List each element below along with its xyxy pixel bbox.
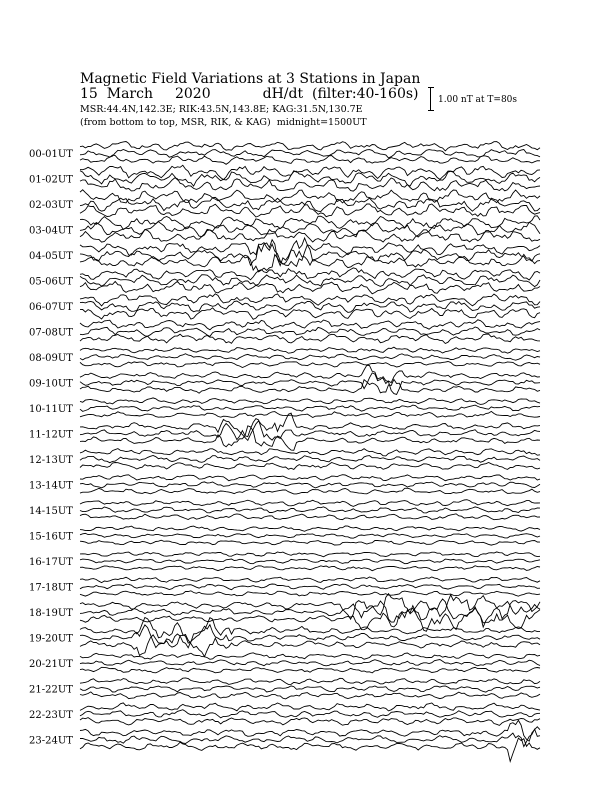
trace-rik-06-07ut	[80, 301, 540, 312]
hour-label: 15-16UT	[29, 531, 73, 543]
trace-kag-05-06ut	[80, 268, 540, 280]
trace-msr-13-14ut	[80, 488, 540, 494]
hour-label: 09-10UT	[29, 378, 73, 390]
trace-msr-00-01ut	[80, 155, 540, 164]
trace-rik-09-10ut	[80, 373, 540, 395]
trace-rik-20-21ut	[80, 660, 540, 666]
date-year: 2020	[174, 86, 211, 102]
trace-kag-14-15ut	[80, 500, 540, 507]
trace-msr-21-22ut	[80, 692, 540, 699]
hour-label: 12-13UT	[29, 455, 73, 466]
order-text: (from bottom to top, MSR, RIK, & KAG)	[80, 117, 271, 128]
trace-rik-00-01ut	[80, 150, 540, 158]
trace-rik-08-09ut	[80, 354, 540, 361]
trace-kag-10-11ut	[80, 398, 540, 405]
trace-kag-09-10ut	[80, 365, 540, 383]
hour-label: 14-15UT	[29, 506, 73, 517]
date-month: March	[106, 86, 153, 102]
hour-label: 20-21UT	[29, 659, 73, 670]
trace-rik-02-03ut	[80, 197, 540, 211]
trace-kag-08-09ut	[80, 347, 540, 353]
trace-rik-05-06ut	[80, 275, 540, 287]
trace-rik-19-20ut	[80, 625, 540, 648]
hour-label: 10-11UT	[29, 404, 73, 415]
hour-label: 16-17UT	[29, 557, 73, 568]
trace-rik-14-15ut	[80, 507, 540, 513]
stations-line: MSR:44.4N,142.3E; RIK:43.5N,143.8E; KAG:31.5N,130.7E	[80, 104, 363, 115]
trace-kag-20-21ut	[80, 653, 540, 660]
trace-rik-12-13ut	[80, 456, 540, 463]
trace-kag-02-03ut	[80, 190, 540, 203]
hour-label: 21-22UT	[29, 684, 73, 696]
hour-label: 22-23UT	[29, 710, 73, 721]
trace-kag-21-22ut	[80, 678, 540, 685]
filter-label: (filter:40-160s)	[312, 86, 419, 102]
trace-kag-12-13ut	[80, 449, 540, 456]
trace-msr-17-18ut	[80, 591, 540, 596]
trace-rik-10-11ut	[80, 405, 540, 411]
hour-label: 23-24UT	[29, 735, 73, 747]
hour-label: 11-12UT	[29, 429, 73, 441]
trace-kag-03-04ut	[80, 216, 540, 230]
trace-msr-14-15ut	[80, 514, 540, 520]
trace-rik-07-08ut	[80, 327, 540, 336]
trace-msr-01-02ut	[80, 178, 540, 191]
quantity-label: dH/dt	[262, 86, 304, 102]
hour-label: 01-02UT	[29, 174, 73, 186]
trace-msr-15-16ut	[80, 540, 540, 545]
hour-label: 07-08UT	[29, 327, 73, 339]
trace-kag-16-17ut	[80, 552, 540, 557]
midnight-text: midnight=1500UT	[276, 117, 367, 128]
trace-kag-22-23ut	[80, 703, 540, 711]
trace-msr-10-11ut	[80, 411, 540, 417]
trace-msr-16-17ut	[80, 566, 540, 571]
trace-kag-06-07ut	[80, 294, 540, 306]
trace-msr-18-19ut	[80, 607, 540, 631]
trace-rik-17-18ut	[80, 584, 540, 590]
trace-msr-23-24ut	[80, 738, 540, 761]
hour-label: 04-05UT	[29, 251, 73, 262]
hour-label: 19-20UT	[29, 633, 73, 645]
trace-kag-11-12ut	[80, 413, 540, 440]
trace-msr-22-23ut	[80, 718, 540, 726]
hour-label: 05-06UT	[29, 276, 73, 288]
trace-msr-12-13ut	[80, 463, 540, 470]
hour-label: 03-04UT	[29, 225, 73, 237]
trace-kag-00-01ut	[80, 142, 540, 151]
trace-msr-08-09ut	[80, 362, 540, 368]
hour-label: 13-14UT	[29, 480, 73, 492]
trace-kag-15-16ut	[80, 526, 540, 531]
trace-rik-16-17ut	[80, 559, 540, 564]
chart-title: Magnetic Field Variations at 3 Stations in Japan	[80, 71, 421, 87]
trace-kag-18-19ut	[80, 594, 540, 620]
trace-rik-04-05ut	[80, 240, 540, 266]
trace-msr-20-21ut	[80, 667, 540, 673]
hour-label: 08-09UT	[29, 353, 73, 364]
trace-msr-05-06ut	[80, 281, 540, 293]
trace-msr-03-04ut	[80, 229, 540, 242]
trace-kag-01-02ut	[80, 165, 540, 179]
trace-rik-21-22ut	[80, 686, 540, 692]
date-day: 15	[80, 86, 98, 102]
hour-label: 06-07UT	[29, 302, 73, 313]
scale-label: 1.00 nT at T=80s	[438, 95, 518, 105]
trace-kag-17-18ut	[80, 577, 540, 583]
hour-label: 02-03UT	[29, 200, 73, 211]
trace-kag-13-14ut	[80, 475, 540, 481]
trace-rik-13-14ut	[80, 482, 540, 488]
trace-rik-22-23ut	[80, 710, 540, 718]
trace-rik-15-16ut	[80, 533, 540, 538]
hour-label: 17-18UT	[29, 582, 73, 594]
hour-label: 18-19UT	[29, 608, 73, 619]
hour-label: 00-01UT	[29, 149, 73, 160]
